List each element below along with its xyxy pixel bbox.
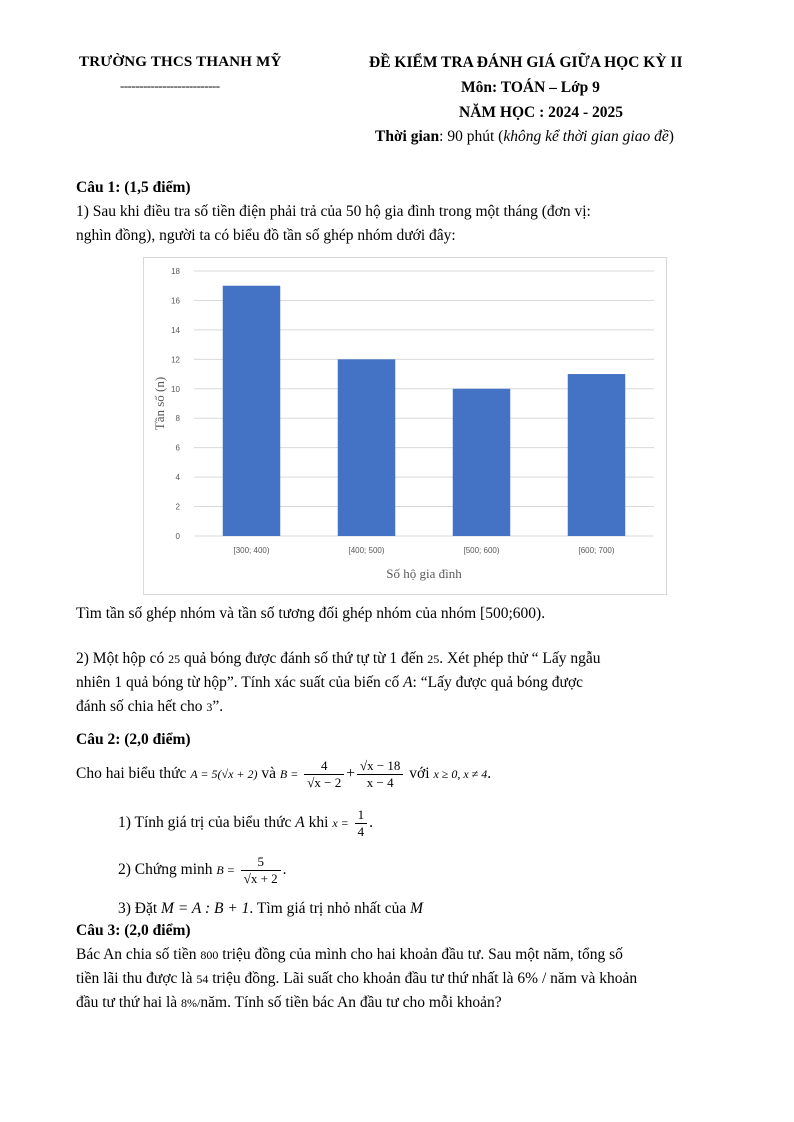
number-1: 1 [114, 674, 123, 691]
expression-B-lhs: B = [279, 767, 299, 781]
q1-task-end: . [541, 605, 546, 622]
q2-part3 [118, 897, 423, 921]
exam-subject: Môn: TOÁN – Lớp 9 [461, 79, 600, 96]
fraction-numerator: 4 [304, 758, 344, 775]
text: 2) Chứng minh [118, 861, 217, 878]
number-54: 54 [196, 972, 209, 986]
header-divider: -------------------------- [120, 78, 220, 93]
text: 2) Một hộp có [76, 650, 169, 667]
var-M: M [410, 900, 424, 917]
y-tick-label: 6 [175, 443, 180, 453]
text: . Xét phép thử “ Lấy ngẫu [439, 650, 601, 667]
x-tick-label: [400; 500) [348, 546, 385, 555]
var-x: x = [332, 816, 349, 830]
q1-task-text: Tìm tần số ghép nhóm và tần số tương đối ghép nhóm của nhóm [76, 605, 481, 622]
fraction-B1 [304, 758, 344, 791]
text: và [261, 765, 280, 782]
q1-title: Câu 1: (1,5 điểm) [76, 179, 191, 196]
fraction-denominator: √x − 2 [307, 774, 342, 790]
text: Cho hai biểu thức [76, 765, 191, 782]
bar [338, 359, 396, 536]
x-tick-label: [500; 600) [463, 546, 500, 555]
q1-part2-line1 [76, 647, 601, 671]
school-year: NĂM HỌC : 2024 - 2025 [459, 104, 624, 121]
expression-M: M = A : B + 1 [161, 900, 250, 917]
text: . Tìm giá trị nhỏ nhất của [249, 900, 411, 917]
q2-title: Câu 2: (2,0 điểm) [76, 731, 191, 748]
bar [223, 286, 281, 536]
var-B: B = [216, 863, 235, 877]
fraction-numerator: 5 [241, 854, 281, 871]
bar [453, 389, 511, 536]
text: quả bóng được đánh số thứ tự từ [180, 650, 390, 667]
y-tick-label: 0 [175, 532, 180, 541]
q3-line1 [76, 943, 623, 967]
text: đầu tư thứ hai là [76, 994, 182, 1011]
time-value: : 90 phút ( [439, 128, 504, 145]
text: nhiên [76, 674, 115, 691]
text: tiền lãi thu được là [76, 970, 197, 987]
q1-part2-line3 [76, 695, 223, 719]
fraction-one-quarter [355, 807, 368, 840]
text: triệu đồng. Lãi suất cho khoản đầu tư thứ nhất là [208, 970, 518, 987]
frequency-bar-chart [143, 257, 667, 595]
fraction-result [241, 854, 281, 887]
y-tick-label: 4 [175, 473, 180, 483]
text: khi [304, 814, 333, 831]
q1-task [76, 602, 545, 626]
y-tick-label: 18 [171, 267, 180, 276]
text: 3) Đặt [118, 900, 162, 917]
q1-part2-line2 [76, 671, 583, 695]
fraction-denominator: √x + 2 [243, 870, 278, 886]
fraction-B2 [357, 758, 403, 791]
y-tick-label: 8 [175, 414, 180, 424]
time-label: Thời gian [375, 128, 440, 145]
chart-svg [144, 258, 666, 594]
q2-part2: 2) Chứng minh B = $\frac{5}{√x + 2}$ . [118, 853, 287, 886]
number-1: 1 [389, 650, 398, 667]
q3-line2 [76, 967, 637, 991]
var-A: A [295, 814, 305, 831]
text: năm. Tính số tiền bác An đầu tư cho mỗi khoản? [200, 994, 502, 1011]
number-25: 25 [168, 652, 181, 666]
y-tick-label: 2 [175, 502, 180, 512]
text: quả bóng từ hộp”. Tính xác suất của biến cố [122, 674, 404, 691]
event-A: A [403, 674, 413, 691]
q1-part1-line2: nghìn đồng), người ta có biểu đồ tần số ghép nhóm dưới đây: [76, 227, 456, 244]
condition: x ≥ 0, x ≠ 4 [433, 767, 488, 781]
q3-line3 [76, 991, 502, 1015]
text: 1) Tính giá trị của biểu thức [118, 814, 296, 831]
time-close: ) [668, 128, 674, 145]
bar [568, 374, 626, 536]
q1-task-interval: [500;600) [480, 605, 542, 622]
q2-part1: 1) Tính giá trị của biểu thức A khi x = $\frac{1}{4}$ . [118, 806, 373, 839]
number-800: 800 [200, 948, 219, 962]
y-tick-label: 12 [171, 355, 180, 365]
text: ”. [212, 698, 224, 715]
x-axis-label: Số hộ gia đình [386, 566, 462, 581]
fraction-denominator: x − 4 [366, 774, 394, 790]
rate-8: 8%/ [181, 996, 201, 1010]
y-tick-label: 14 [171, 325, 180, 335]
number-25: 25 [427, 652, 440, 666]
text: với [409, 765, 434, 782]
fraction-numerator: √x − 18 [357, 758, 403, 775]
q2-intro: Cho hai biểu thức A = 5(√x + 2) và B = $\frac{4}{√x - 2}$ + $\frac{√x - 18}{x - 4}$ với x ≥ 0, x ≠ 4. [76, 757, 492, 790]
number-3: 3 [206, 700, 213, 714]
x-tick-label: [300; 400) [233, 546, 270, 555]
text: đến [397, 650, 428, 667]
x-tick-label: [600; 700) [578, 546, 615, 555]
q3-title: Câu 3: (2,0 điểm) [76, 922, 191, 939]
y-tick-label: 16 [171, 296, 180, 306]
exam-time [375, 128, 674, 146]
text: triệu đồng của mình cho hai khoản đầu tư. Sau một năm, tổng số [218, 946, 623, 963]
y-tick-label: 10 [171, 384, 180, 394]
fraction-numerator: 1 [355, 807, 368, 824]
rate-6: 6% / [517, 970, 547, 987]
expression-A: A = 5(√x + 2) [190, 767, 258, 781]
time-note: không kể thời gian giao đề [503, 128, 669, 145]
exam-title: ĐỀ KIỂM TRA ĐÁNH GIÁ GIỮA HỌC KỲ II [369, 54, 683, 71]
text: : “Lấy được quả bóng được [412, 674, 584, 691]
text: năm và khoản [546, 970, 638, 987]
q1-part1-line1: 1) Sau khi điều tra số tiền điện phải trả của 50 hộ gia đình trong một tháng (đơn vị: [76, 203, 591, 220]
fraction-denominator: 4 [357, 823, 365, 839]
school-name: TRƯỜNG THCS THANH MỸ [79, 54, 282, 70]
y-axis-label: Tần số (n) [152, 376, 167, 431]
text: đánh số chia hết cho [76, 698, 207, 715]
text: Bác An chia số tiền [76, 946, 201, 963]
